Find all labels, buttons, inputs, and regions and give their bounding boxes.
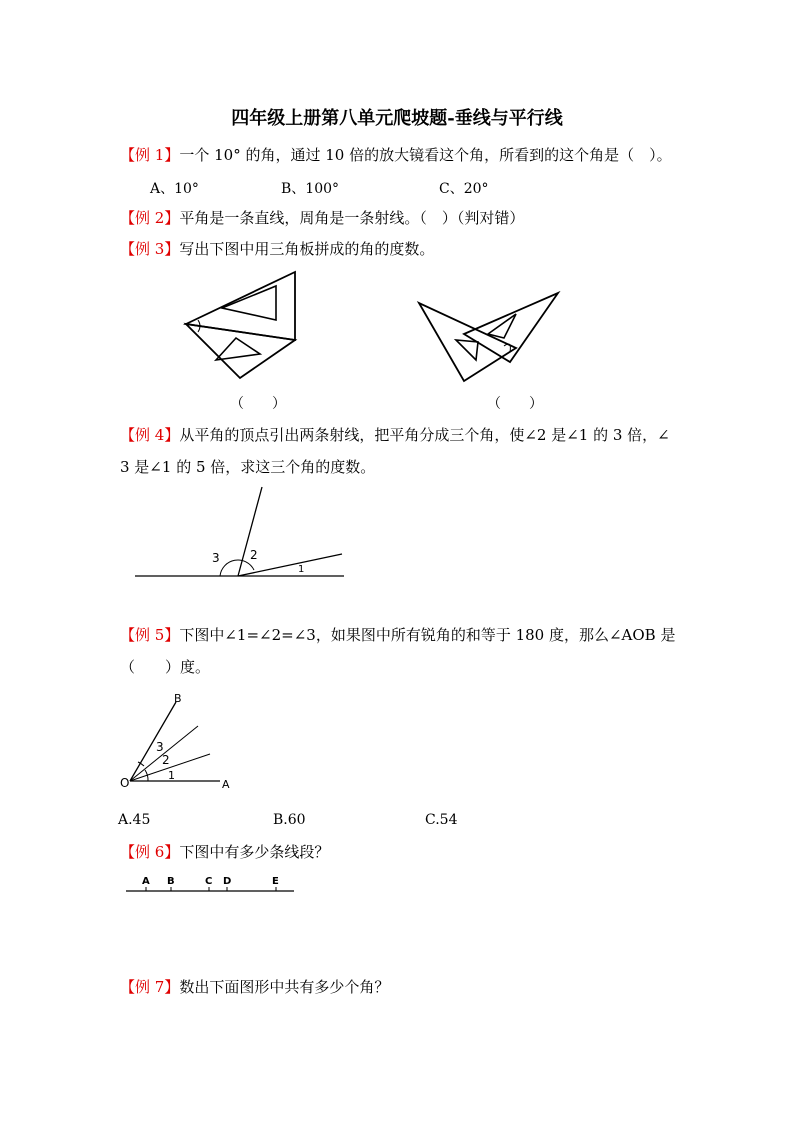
example-5-option-b: B.60	[273, 812, 306, 828]
example-2-tag: 【例 2】	[120, 209, 180, 227]
example-3-tag: 【例 3】	[120, 240, 180, 258]
example-6	[120, 841, 329, 862]
set-square-45	[186, 324, 295, 378]
point-label-a: A	[142, 876, 150, 887]
example-4-text-1: 从平角的顶点引出两条射线，把平角分成三个角，使∠2 是∠1 的 3 倍，∠	[179, 426, 670, 444]
point-label-b: B	[174, 692, 182, 705]
example-1-option-a: A、10°	[150, 181, 199, 197]
example-3-answer-blank-right: （ ）	[487, 396, 543, 412]
angle-label-3: 3	[212, 551, 220, 565]
angle-label-1: 1	[168, 769, 175, 782]
example-4-tag: 【例 4】	[120, 426, 180, 444]
point-label-c: C	[205, 876, 213, 887]
angle-label-2: 2	[250, 548, 258, 562]
page-title: 四年级上册第八单元爬坡题-垂线与平行线	[231, 108, 563, 129]
ray-steep	[238, 487, 262, 576]
example-1-option-b: B、100°	[281, 181, 340, 197]
set-square-figure-right	[416, 290, 566, 385]
set-square-figure-left	[180, 268, 310, 383]
point-label-e: E	[272, 876, 279, 887]
example-5-tag: 【例 5】	[120, 626, 180, 644]
example-5-text-1: 下图中∠1=∠2=∠3，如果图中所有锐角的和等于 180 度，那么∠AOB 是	[179, 626, 676, 644]
example-2	[120, 207, 524, 228]
example-1-tag: 【例 1】	[120, 146, 180, 164]
line-segment-figure	[124, 872, 296, 898]
example-7-tag: 【例 7】	[120, 978, 180, 996]
straight-angle-figure	[132, 484, 347, 580]
example-7-text: 数出下面图形中共有多少个角？	[179, 978, 390, 996]
example-5-option-c: C.54	[425, 812, 458, 828]
example-5-option-a: A.45	[118, 812, 151, 828]
angle-arc-right	[504, 344, 510, 352]
example-1-text: 一个 10° 的角，通过 10 倍的放大镜看这个角，所看到的这个角是（ ）。	[179, 146, 672, 164]
example-3	[120, 238, 434, 259]
angle-aob-figure	[118, 690, 238, 796]
example-6-text: 下图中有多少条线段？	[179, 843, 330, 861]
set-square-45-right	[419, 303, 516, 381]
set-square-30-60	[186, 272, 295, 340]
point-label-d: D	[223, 876, 232, 887]
point-label-b: B	[167, 876, 175, 887]
example-4-line-1	[120, 424, 670, 445]
example-3-answer-blank-left: （ ）	[230, 396, 286, 412]
point-label-o: O	[120, 776, 130, 790]
example-5-line-1	[120, 624, 675, 645]
example-6-tag: 【例 6】	[120, 843, 180, 861]
example-3-text: 写出下图中用三角板拼成的角的度数。	[179, 240, 435, 258]
example-4-line-2: 3 是∠1 的 5 倍，求这三个角的度数。	[120, 458, 376, 476]
example-2-text: 平角是一条直线，周角是一条射线。（ ）（判对错）	[179, 209, 525, 227]
angle-label-3: 3	[156, 740, 164, 754]
example-5-line-2: （ ）度。	[120, 658, 211, 676]
set-square-45-inner	[216, 338, 260, 360]
example-1-option-c: C、20°	[439, 181, 489, 197]
example-1	[120, 144, 672, 165]
set-square-45-right-inner	[456, 340, 478, 360]
example-7	[120, 976, 389, 997]
angle-label-2: 2	[162, 753, 170, 767]
point-label-a: A	[222, 778, 230, 791]
angle-label-1: 1	[298, 564, 305, 575]
